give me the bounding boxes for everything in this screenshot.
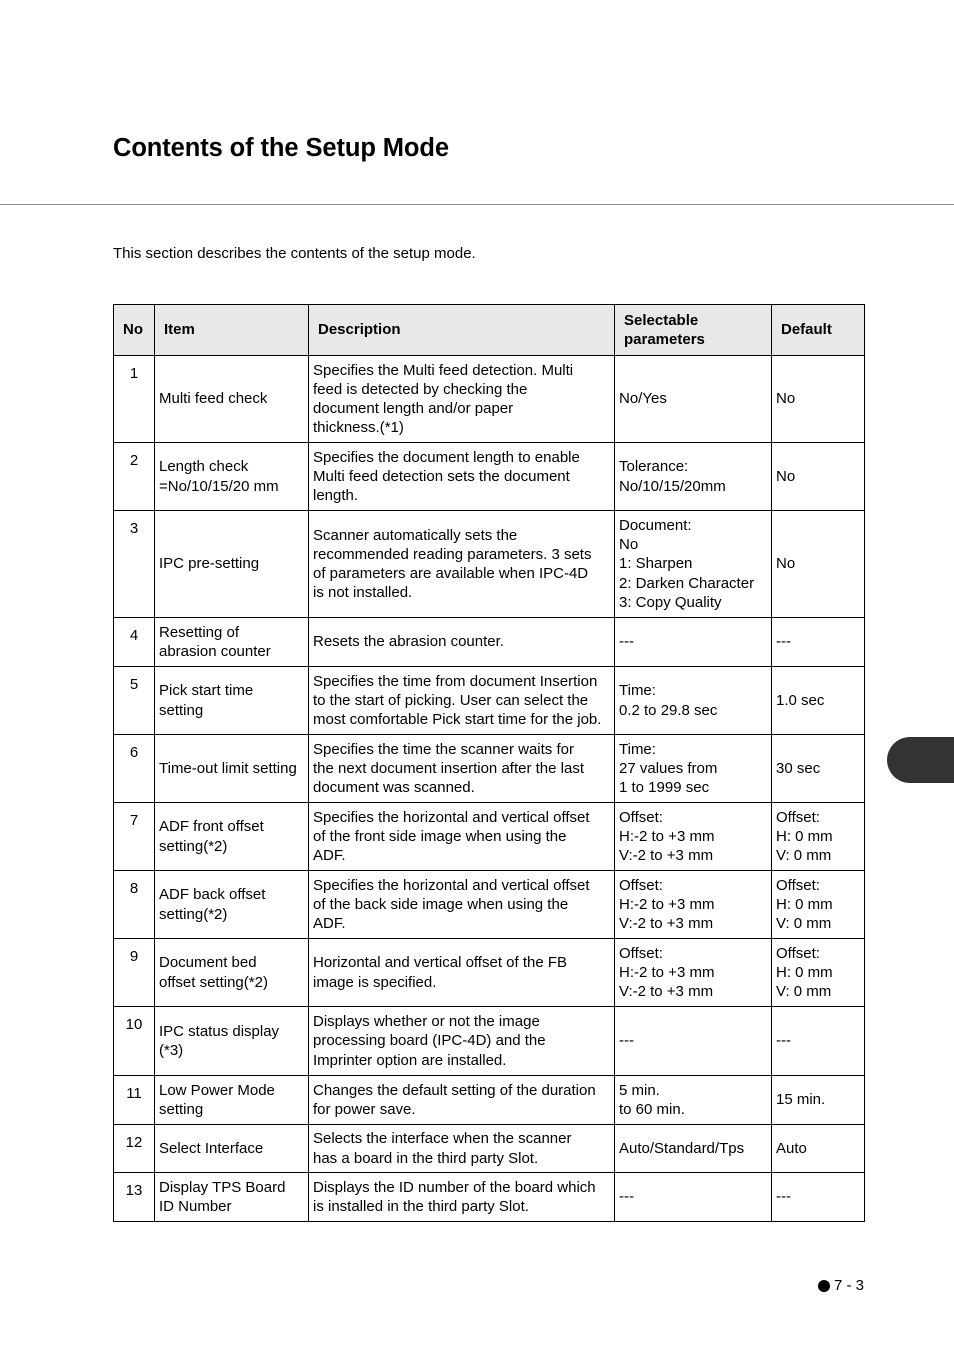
row-parameters: Document: No 1: Sharpen 2: Darken Character 3: Copy Quality	[615, 511, 772, 618]
table-row	[114, 871, 865, 939]
row-number: 12	[114, 1125, 155, 1173]
row-number: 3	[114, 511, 155, 618]
row-default: 1.0 sec	[772, 667, 865, 735]
row-default: 30 sec	[772, 735, 865, 803]
header-default: Default	[772, 305, 865, 356]
row-default: Offset: H: 0 mm V: 0 mm	[772, 803, 865, 871]
row-number: 6	[114, 735, 155, 803]
row-default: Offset: H: 0 mm V: 0 mm	[772, 939, 865, 1007]
row-item: IPC status display (*3)	[155, 1007, 309, 1076]
row-item: Length check =No/10/15/20 mm	[155, 443, 309, 511]
row-description: Specifies the horizontal and vertical offset of the front side image when using the ADF.	[309, 803, 615, 871]
row-parameters: Tolerance: No/10/15/20mm	[615, 443, 772, 511]
chapter-tab	[887, 737, 954, 783]
table-row	[114, 939, 865, 1007]
row-default: 15 min.	[772, 1076, 865, 1125]
row-item: Display TPS Board ID Number	[155, 1173, 309, 1222]
table-row	[114, 1076, 865, 1125]
row-parameters: Time: 27 values from 1 to 1999 sec	[615, 735, 772, 803]
row-item: ADF front offset setting(*2)	[155, 803, 309, 871]
row-number: 2	[114, 443, 155, 511]
row-number: 9	[114, 939, 155, 1007]
bullet-icon	[818, 1280, 830, 1292]
row-description: Resets the abrasion counter.	[309, 618, 615, 667]
row-item: Resetting of abrasion counter	[155, 618, 309, 667]
intro-text: This section describes the contents of the setup mode.	[113, 245, 476, 262]
table-row	[114, 356, 865, 443]
page-number-text: 7 - 3	[833, 1277, 864, 1294]
row-description: Specifies the time the scanner waits for the next document insertion after the last document was scanned.	[309, 735, 615, 803]
row-description: Specifies the horizontal and vertical offset of the back side image when using the ADF.	[309, 871, 615, 939]
table-row	[114, 735, 865, 803]
row-description: Scanner automatically sets the recommended reading parameters. 3 sets of parameters are available when IPC-4D is not installed.	[309, 511, 615, 618]
header-no: No	[114, 305, 155, 356]
header-selectable-parameters: Selectable parameters	[615, 305, 772, 356]
header-item: Item	[155, 305, 309, 356]
row-description: Horizontal and vertical offset of the FB image is specified.	[309, 939, 615, 1007]
row-description: Specifies the Multi feed detection. Multi feed is detected by checking the document length and/or paper thickness.(*1)	[309, 356, 615, 443]
row-number: 8	[114, 871, 155, 939]
table-header-row	[114, 305, 865, 356]
row-item: Multi feed check	[155, 356, 309, 443]
row-number: 13	[114, 1173, 155, 1222]
row-number: 7	[114, 803, 155, 871]
row-default: No	[772, 511, 865, 618]
row-number: 5	[114, 667, 155, 735]
row-number: 4	[114, 618, 155, 667]
title-divider	[0, 204, 954, 205]
row-description: Changes the default setting of the duration for power save.	[309, 1076, 615, 1125]
table-row	[114, 1173, 865, 1222]
row-parameters: ---	[615, 1007, 772, 1076]
row-item: ADF back offset setting(*2)	[155, 871, 309, 939]
row-default: ---	[772, 618, 865, 667]
row-default: No	[772, 443, 865, 511]
table-row	[114, 803, 865, 871]
row-default: ---	[772, 1173, 865, 1222]
row-number: 1	[114, 356, 155, 443]
row-parameters: ---	[615, 618, 772, 667]
row-parameters: Time: 0.2 to 29.8 sec	[615, 667, 772, 735]
table-row	[114, 511, 865, 618]
row-number: 11	[114, 1076, 155, 1125]
row-description: Specifies the document length to enable Multi feed detection sets the document length.	[309, 443, 615, 511]
page-title: Contents of the Setup Mode	[113, 134, 449, 162]
row-item: Pick start time setting	[155, 667, 309, 735]
table-row	[114, 618, 865, 667]
header-description: Description	[309, 305, 615, 356]
row-parameters: Auto/Standard/Tps	[615, 1125, 772, 1173]
row-item: Low Power Mode setting	[155, 1076, 309, 1125]
row-default: ---	[772, 1007, 865, 1076]
row-parameters: Offset: H:-2 to +3 mm V:-2 to +3 mm	[615, 871, 772, 939]
row-parameters: ---	[615, 1173, 772, 1222]
row-item: Document bed offset setting(*2)	[155, 939, 309, 1007]
row-description: Displays whether or not the image processing board (IPC-4D) and the Imprinter option are installed.	[309, 1007, 615, 1076]
row-default: Auto	[772, 1125, 865, 1173]
row-default: No	[772, 356, 865, 443]
table-row	[114, 443, 865, 511]
row-parameters: No/Yes	[615, 356, 772, 443]
page-number	[818, 1277, 864, 1294]
table-row	[114, 1125, 865, 1173]
row-description: Displays the ID number of the board which is installed in the third party Slot.	[309, 1173, 615, 1222]
row-parameters: Offset: H:-2 to +3 mm V:-2 to +3 mm	[615, 803, 772, 871]
row-number: 10	[114, 1007, 155, 1076]
row-item: Time-out limit setting	[155, 735, 309, 803]
row-default: Offset: H: 0 mm V: 0 mm	[772, 871, 865, 939]
row-description: Selects the interface when the scanner has a board in the third party Slot.	[309, 1125, 615, 1173]
setup-mode-table	[113, 304, 865, 1222]
row-item: IPC pre-setting	[155, 511, 309, 618]
row-parameters: Offset: H:-2 to +3 mm V:-2 to +3 mm	[615, 939, 772, 1007]
row-parameters: 5 min. to 60 min.	[615, 1076, 772, 1125]
table-row	[114, 1007, 865, 1076]
table-row	[114, 667, 865, 735]
row-description: Specifies the time from document Insertion to the start of picking. User can select the most comfortable Pick start time for the job.	[309, 667, 615, 735]
row-item: Select Interface	[155, 1125, 309, 1173]
